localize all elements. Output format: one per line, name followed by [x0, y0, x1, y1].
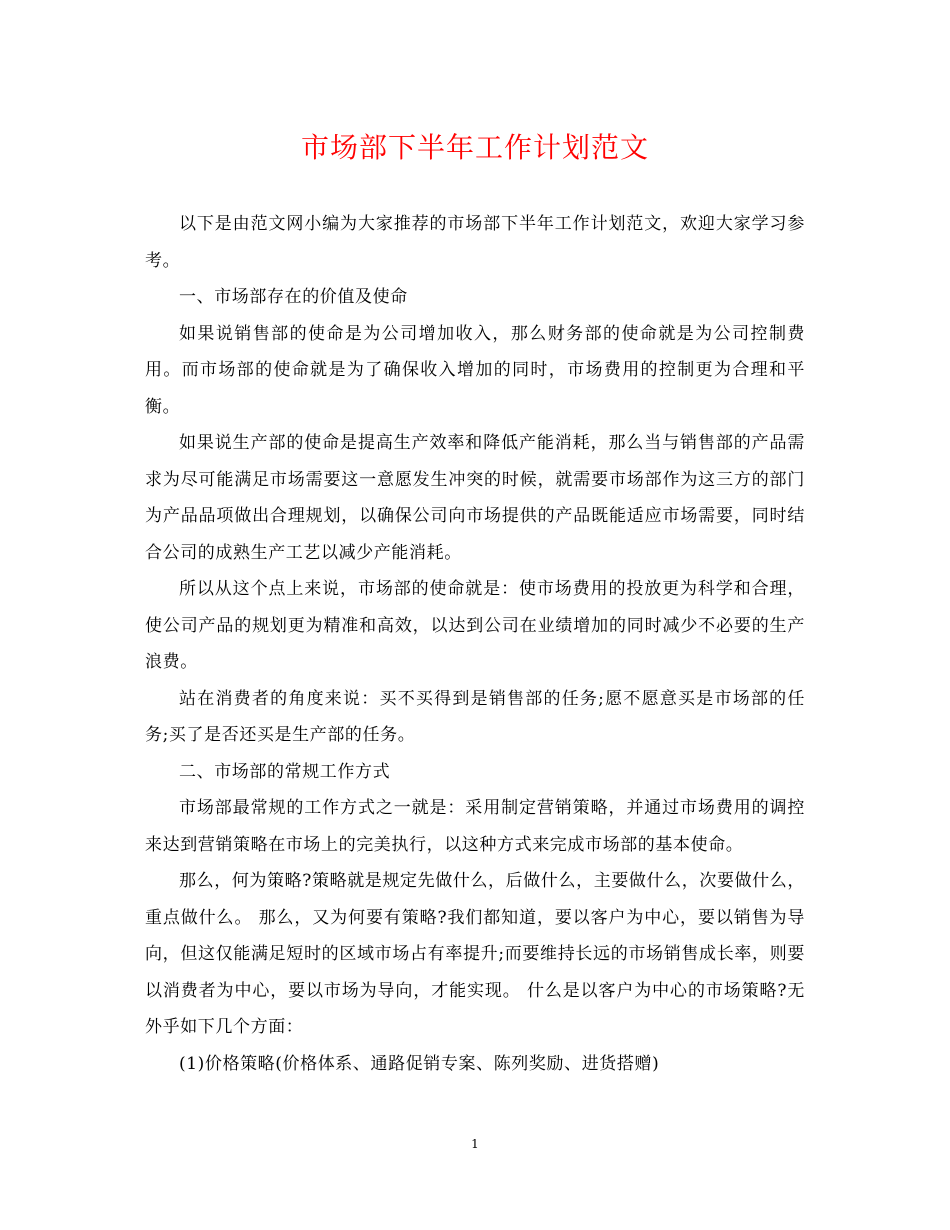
body-paragraph: 站在消费者的角度来说：买不买得到是销售部的任务;愿不愿意买是市场部的任务;买了是否还买是生产部的任务。	[145, 688, 805, 745]
body-paragraph: 如果说生产部的使命是提高生产效率和降低产能消耗，那么当与销售部的产品需求为尽可能满足市场需要这一意愿发生冲突的时候，就需要市场部作为这三方的部门为产品品项做出合理规划，以确保公司向市场提供的产品既能适应市场需要，同时结合公司的成熟生产工艺以减少产能消耗。	[145, 433, 805, 563]
intro-paragraph: 以下是由范文网小编为大家推荐的市场部下半年工作计划范文，欢迎大家学习参考。	[145, 214, 805, 271]
body-paragraph: 市场部最常规的工作方式之一就是：采用制定营销策略，并通过市场费用的调控来达到营销策略在市场上的完美执行，以这种方式来完成市场部的基本使命。	[145, 798, 805, 855]
body-paragraph: 所以从这个点上来说，市场部的使命就是：使市场费用的投放更为科学和合理，使公司产品的规划更为精准和高效，以达到公司在业绩增加的同时减少不必要的生产浪费。	[145, 579, 805, 672]
section-heading-2: 二、市场部的常规工作方式	[179, 761, 391, 782]
page-number: 1	[471, 1137, 479, 1151]
body-paragraph: 那么，何为策略?策略就是规定先做什么，后做什么，主要做什么，次要做什么，重点做什么。 那么，又为何要有策略?我们都知道，要以客户为中心，要以销售为导向，但这仅能满足短时的区域市场占有率提升;而要维持长远的市场销售成长率，则要以消费者为中心，要以市场为导向，才能实现。 什么是以客户为中心的市场策略?无外乎如下几个方面：	[145, 871, 805, 1037]
list-item-price-strategy: (1)价格策略(价格体系、通路促销专案、陈列奖励、进货搭赠)	[179, 1053, 660, 1074]
document-title: 市场部下半年工作计划范文	[300, 131, 649, 164]
document-body	[145, 206, 805, 1082]
body-paragraph: 如果说销售部的使命是为公司增加收入，那么财务部的使命就是为公司控制费用。而市场部的使命就是为了确保收入增加的同时，市场费用的控制更为合理和平衡。	[145, 323, 805, 417]
section-heading-1: 一、市场部存在的价值及使命	[179, 287, 408, 307]
